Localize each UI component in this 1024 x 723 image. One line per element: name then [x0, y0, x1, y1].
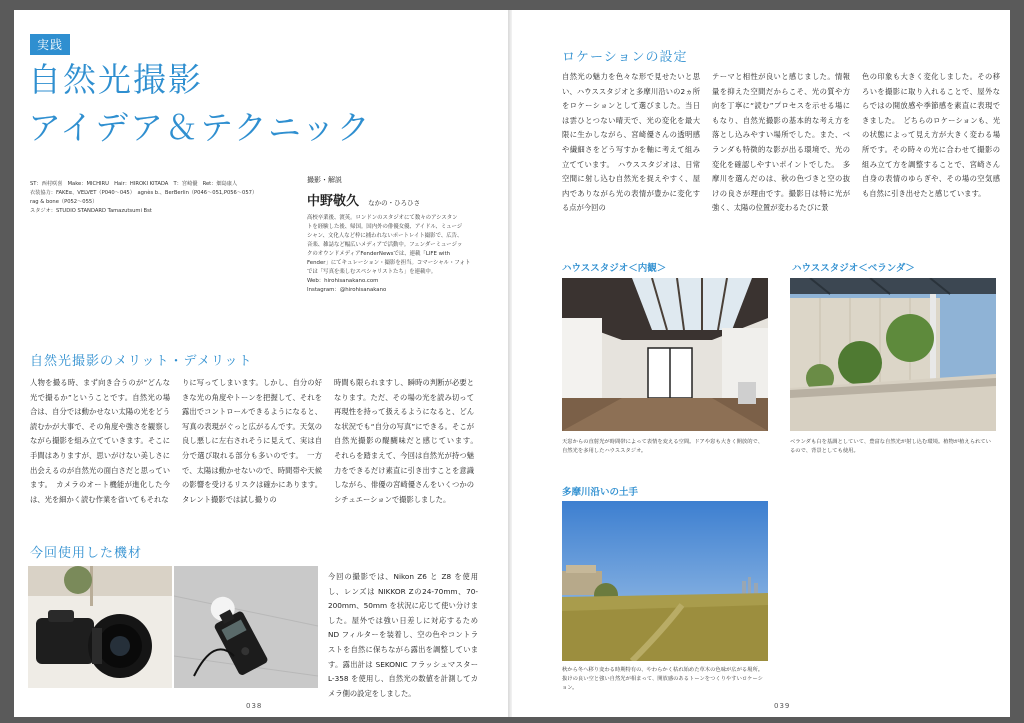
author-kana: なかの・ひろひさ: [368, 199, 421, 207]
veranda-art: [790, 278, 996, 431]
light-meter-photo-art: [174, 566, 318, 688]
bio-line: 音楽、雑誌など幅広いメディアで活動中。フェンダーミュージッ: [307, 242, 463, 248]
credit-line: rag & bone（P052〜055）: [30, 199, 98, 205]
body-column-2: りに写ってしまいます。しかし、自分の好きな光の角度やトーンを把握して、それを露出でコントロールできるようになると、写真の表現がぐっと広がるんです。天気の良し悪しに左右されそうに見えて、実は自分で選び取れる部分も多いのです。 一方で、太陽は動かせないので、時間帯や天候の影響を受けるリスクは確かにあります。タレント撮影では試し撮りの: [182, 378, 322, 504]
veranda-heading: ハウススタジオ＜ベランダ＞: [792, 263, 915, 274]
page-title: 自然光撮影: [28, 60, 203, 99]
bio-instagram: Instagram：@hirohisanakano: [307, 287, 387, 293]
section-heading-location: ロケーションの設定: [562, 50, 688, 65]
location-column-1: 自然光の魅力を色々な形で見せたいと思い、ハウススタジオと多摩川沿いの2ヵ所をロケーションとして選びました。当日は雲ひとつない晴天で、光の変化を最大限に生かしながら、宮崎優さんの透明感や繊細さをどう写すかを軸に考えて組み立てています。 ハウススタジオは、日常空間に射し込む自然光を捉えやすく、屋内でありながら光の表情が豊かに変化する点が今回の: [562, 72, 700, 213]
author-bio: [307, 214, 502, 295]
bio-web: Web：hirohisanakano.com: [307, 278, 379, 284]
page-number: 039: [774, 702, 791, 710]
section-heading-equipment: 今回使用した機材: [30, 546, 143, 561]
body-column-3: 時間も限られますし、瞬時の判断が必要となります。ただ、その場の光を読み切って再現性を持って扱えるようになると、どんな状況でも“自分の写真”にできる。そこが自然光撮影の醍醐味だと感じています。 それらを踏まえて、今回は自然光が持つ魅力をできるだけ素直に引き出すことを意識しながら、俳優の宮崎優さんをいくつかのシチュエーションで撮影しました。: [334, 378, 482, 504]
bio-line: 高校卒業後、渡英。ロンドンのスタジオにて数々のアシスタン: [307, 215, 458, 221]
bio-line: シャン、文化人など枠に捕われないポートレイト撮影で、広告、: [307, 233, 463, 239]
page-number: 038: [246, 702, 263, 710]
riverbank-photo: [562, 501, 768, 661]
camera-photo-art: [28, 566, 172, 688]
river-heading: 多摩川沿いの土手: [562, 487, 639, 498]
veranda-caption: ベランダも白を基調としていて、豊富な自然光が射し込む環境。植物が植えられているので、背景としても使用。: [790, 439, 991, 454]
light-meter-photo: [174, 566, 318, 688]
author-block: [307, 190, 420, 209]
studio-heading: ハウススタジオ＜内観＞: [562, 263, 667, 274]
studio-caption: 天窓からの直射光が時間帯によって表情を変える空間。ドアや窓も大きく開放的で、自然光を多用したハウススタジオ。: [562, 439, 764, 454]
studio-interior-photo: [562, 278, 768, 431]
equipment-text: 今回の撮影では、Nikon Z6 と Z8 を使用し、レンズは NIKKOR Zの24-70mm、70-200mm、50mm を状況に応じて使い分けました。屋外では強い日差しに対応するため ND フィルターを装着し、空の色やコントラストを自然に保ちながら露出を調整しています。露出計は SEKONIC フラッシュマスター L-358 を使用し、自然光の数値を計測してカメラ側の設定をしました。: [328, 572, 478, 698]
section-heading-merits: 自然光撮影のメリット・デメリット: [30, 354, 253, 369]
veranda-photo: [790, 278, 996, 431]
right-page: [512, 10, 1010, 717]
left-page: [14, 10, 508, 717]
page-subtitle: アイデア＆テクニック: [28, 108, 372, 147]
credit-line: ST：西村咲喜 Make：MICHIRU Hair：HIROKI KITADA T：宮崎優 Ret：畑島康人: [30, 181, 238, 187]
body-column-1: 人物を撮る時、まず向き合うのが“どんな光で撮るか”ということです。自然光の場合は、自分では動かせない太陽の光をどう読むかが大事で、その角度や強さを観察しながら撮影を組み立てていきます。そこに手間はありますが、思いがけない美しさに出会えるのが自然光の面白さだと思っています。 カメラのオート機能が進化した今は、光を細かく読む作業を省いてもそれな: [30, 378, 170, 504]
location-column-2: テーマと相性が良いと感じました。情報量を抑えた空間だからこそ、光の質や方向を丁寧に“読む”プロセスを示せる場にもなり、自然光撮影の基本的な考え方を落とし込みやすい場所でした。また、ベランダも特徴的な影が出る環境で、光の変化を確認しやすいポイントでした。 多摩川を選んだのは、秋の色づきと空の抜けの良さが理由です。撮影日は特に光が強く、太陽の位置が変わるたびに景: [712, 72, 850, 213]
author-name: 中野敬久: [307, 194, 360, 209]
credit-line: 衣装協力：FAKEα、VELVET（P040〜045） agnès b.、BerBerlin（P046〜051,P056〜057）: [30, 190, 258, 196]
bio-line: クのオウンドメディアFenderNewsでは、連載「LIFE with: [307, 251, 451, 257]
credits: [30, 180, 257, 216]
camera-photo: [28, 566, 172, 688]
credit-line: スタジオ：STUDIO STANDARD Tamazutsumi Bst: [30, 208, 152, 214]
location-column-3: 色の印象も大きく変化しました。その移ろいを撮影に取り入れることで、屋外ならではの開放感や季節感を素直に表現できました。 どちらのロケーションも、光の状態によって見え方が大きく変わる場所です。その時々の光に合わせて撮影の組み立て方を調整することで、宮崎さん自身の表情のゆらぎや、その場の空気感も自然に引き出せたと感じています。: [862, 72, 1000, 198]
bio-line: トを経験した後、帰国。国内外の俳優女優、アイドル、ミュージ: [307, 224, 463, 230]
river-caption: 秋から冬へ移り変わる時期特有の、やわらかく枯れ始めた草木の色味が広がる場所。抜けの良い空と強い自然光が相まって、開放感のあるトーンをつくりやすいロケーション。: [562, 667, 764, 691]
section-tag: 実践: [30, 34, 70, 55]
riverbank-art: [562, 501, 768, 661]
bio-line: では「写真を楽しむスペシャリストたち」を連載中。: [307, 269, 437, 275]
studio-interior-art: [562, 278, 768, 431]
bio-line: Fender」にてキュレーション・撮影を担当。コマーシャル・フォト: [307, 260, 471, 266]
author-label: 撮影・解説: [307, 176, 342, 184]
